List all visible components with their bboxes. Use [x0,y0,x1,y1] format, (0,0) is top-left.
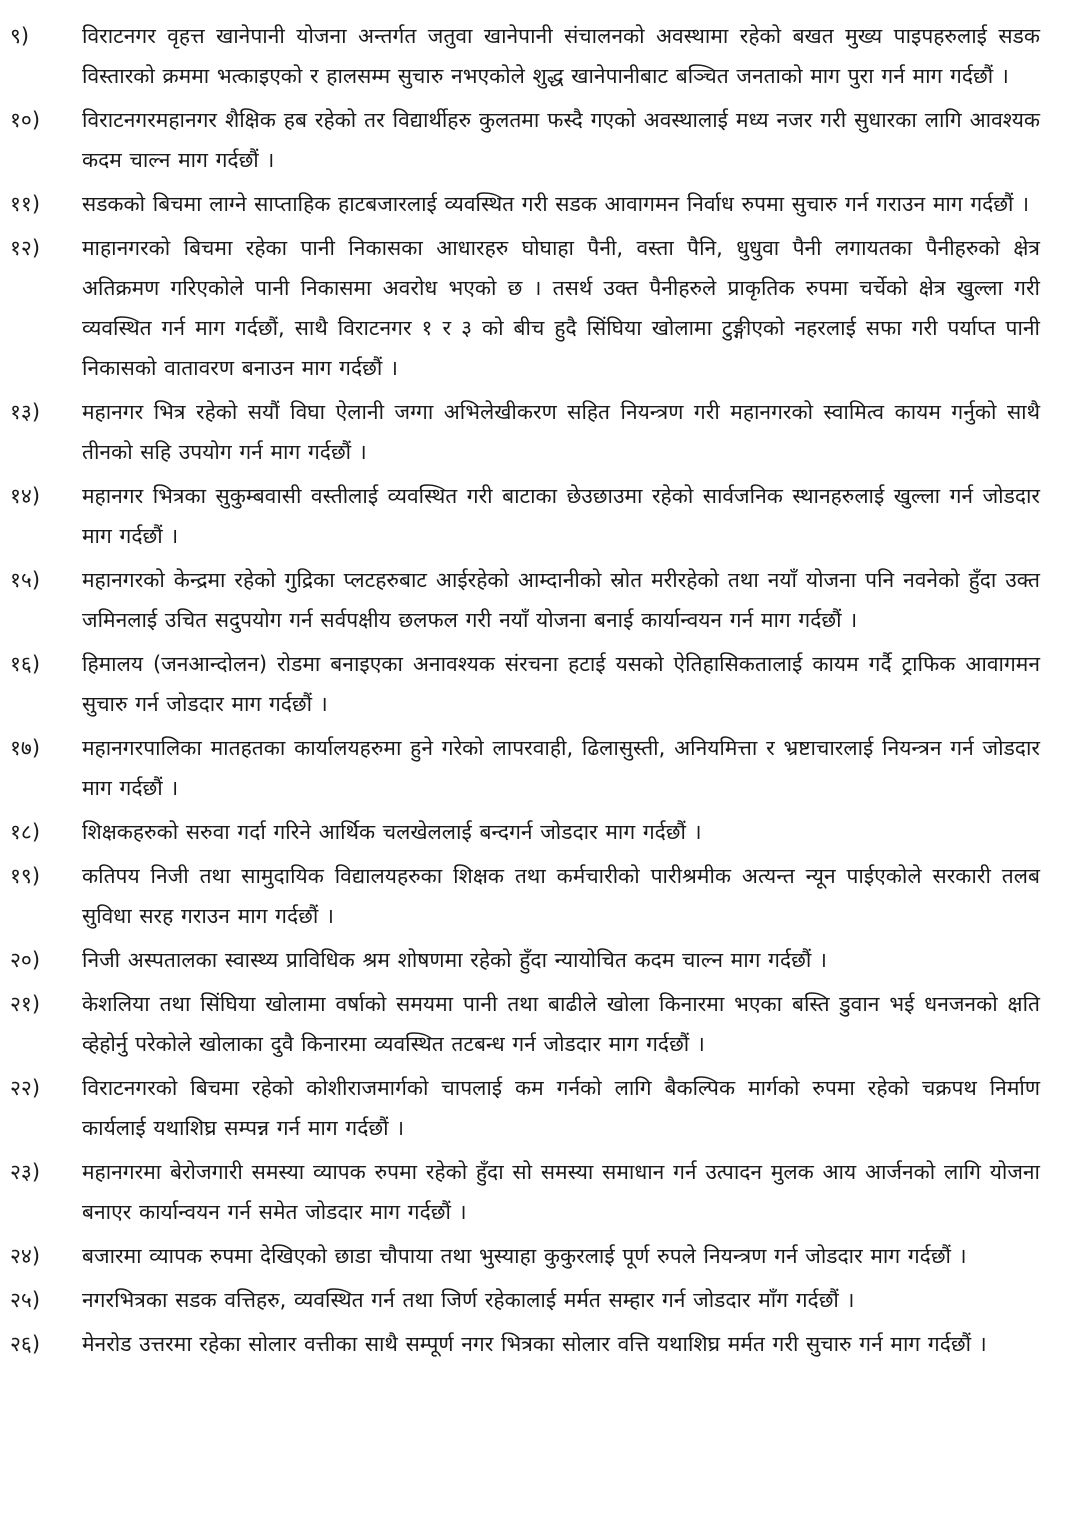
list-item [10,728,1040,808]
list-item [10,1280,1040,1320]
item-number: १०) [10,108,41,132]
item-text: विराटनगरमहानगर शैक्षिक हब रहेको तर विद्यार्थीहरु कुलतमा फस्दै गएको अवस्थालाई मध्य नजर गरी सुधारका लागि आवश्यक कदम चाल्न माग गर्दछौं । [82,108,1040,172]
item-text: विराटनगरको बिचमा रहेको कोशीराजमार्गको चापलाई कम गर्नको लागि बैकल्पिक मार्गको रुपमा रहेको चक्रपथ निर्माण कार्यलाई यथाशिघ्र सम्पन्न गर्न माग गर्दछौं । [82,1076,1040,1140]
item-text: महानगरमा बेरोजगारी समस्या व्यापक रुपमा रहेको हुँदा सो समस्या समाधान गर्न उत्पादन मुलक आय आर्जनको लागि योजना बनाएर कार्यान्वयन गर्न समेत जोडदार माग गर्दछौं । [82,1160,1040,1224]
list-item [10,1068,1040,1148]
item-text: महानगरको केन्द्रमा रहेको गुद्रिका प्लटहरुबाट आईरहेको आम्दानीको स्रोत मरीरहेको तथा नयाँ योजना पनि नवनेको हुँदा उक्त जमिनलाई उचित सदुपयोग गर्न सर्वपक्षीय छलफल गरी नयाँ योजना बनाई कार्यान्वयन गर्न माग गर्दछौं । [82,568,1040,632]
list-item [10,228,1040,388]
list-item [10,476,1040,556]
list-item [10,1324,1040,1364]
item-number: २२) [10,1076,41,1100]
list-item [10,392,1040,472]
item-number: २०) [10,948,41,972]
list-item [10,940,1040,980]
item-text: मेनरोड उत्तरमा रहेका सोलार वत्तीका साथै सम्पूर्ण नगर भित्रका सोलार वत्ति यथाशिघ्र मर्मत गरी सुचारु गर्न माग गर्दछौं । [82,1332,987,1356]
item-number: २३) [10,1160,41,1184]
list-item [10,1236,1040,1276]
item-text: महानगर भित्रका सुकुम्बवासी वस्तीलाई व्यवस्थित गरी बाटाका छेउछाउमा रहेको सार्वजनिक स्थानहरुलाई खुल्ला गर्न जोडदार माग गर्दछौं । [82,484,1040,548]
item-text: हिमालय (जनआन्दोलन) रोडमा बनाइएका अनावश्यक संरचना हटाई यसको ऐतिहासिकतालाई कायम गर्दै ट्राफिक आवागमन सुचारु गर्न जोडदार माग गर्दछौं । [82,652,1040,716]
item-number: ९) [10,24,30,48]
item-text: महानगरपालिका मातहतका कार्यालयहरुमा हुने गरेको लापरवाही, ढिलासुस्ती, अनियमित्ता र भ्रष्टाचारलाई नियन्त्रन गर्न जोडदार माग गर्दछौं । [82,736,1040,800]
item-number: ११) [10,192,41,216]
item-number: २५) [10,1288,41,1312]
item-number: २६) [10,1332,41,1356]
list-item [10,560,1040,640]
item-text: केशलिया तथा सिंघिया खोलामा वर्षाको समयमा पानी तथा बाढीले खोला किनारमा भएका बस्ति डुवान भई धनजनको क्षति व्हेहोर्नु परेकोले खोलाका दुवै किनारमा व्यवस्थित तटबन्ध गर्न जोडदार माग गर्दछौं । [82,992,1040,1056]
item-number: १२) [10,236,41,260]
item-text: महानगर भित्र रहेको सयौं विघा ऐलानी जग्गा अभिलेखीकरण सहित नियन्त्रण गरी महानगरको स्वामित्व कायम गर्नुको साथै तीनको सहि उपयोग गर्न माग गर्दछौं । [82,400,1040,464]
list-item [10,100,1040,180]
list-item [10,16,1040,96]
list-item [10,184,1040,224]
item-text: बजारमा व्यापक रुपमा देखिएको छाडा चौपाया तथा भुस्याहा कुकुरलाई पूर्ण रुपले नियन्त्रण गर्न जोडदार माग गर्दछौं । [82,1244,967,1268]
item-text: माहानगरको बिचमा रहेका पानी निकासका आधारहरु घोघाहा पैनी, वस्ता पैनि, धुधुवा पैनी लगायतका पैनीहरुको क्षेत्र अतिक्रमण गरिएकोले पानी निकासमा अवरोध भएको छ । तसर्थ उक्त पैनीहरुले प्राकृतिक रुपमा चर्चेको क्षेत्र खुल्ला गरी व्यवस्थित गर्न माग गर्दछौं, साथै विराटनगर १ र ३ को बीच हुदै सिंघिया खोलामा टुङ्गीएको नहरलाई सफा गरी पर्याप्त पानी निकासको वातावरण बनाउन माग गर्दछौं । [82,236,1040,380]
item-number: १६) [10,652,41,676]
item-number: १५) [10,568,41,592]
list-item [10,644,1040,724]
item-text: शिक्षकहरुको सरुवा गर्दा गरिने आर्थिक चलखेललाई बन्दगर्न जोडदार माग गर्दछौं । [82,820,702,844]
item-number: १९) [10,864,41,888]
list-item [10,1152,1040,1232]
list-item [10,812,1040,852]
list-item [10,984,1040,1064]
item-number: १४) [10,484,41,508]
item-text: सडकको बिचमा लाग्ने साप्ताहिक हाटबजारलाई व्यवस्थित गरी सडक आवागमन निर्वाध रुपमा सुचारु गर्न गराउन माग गर्दछौं । [82,192,1030,216]
item-number: २१) [10,992,41,1016]
item-number: २४) [10,1244,41,1268]
list-item [10,856,1040,936]
item-text: कतिपय निजी तथा सामुदायिक विद्यालयहरुका शिक्षक तथा कर्मचारीको पारीश्रमीक अत्यन्त न्यून पाईएकोले सरकारी तलब सुविधा सरह गराउन माग गर्दछौं । [82,864,1040,928]
item-number: १८) [10,820,41,844]
item-text: निजी अस्पतालका स्वास्थ्य प्राविधिक श्रम शोषणमा रहेको हुँदा न्यायोचित कदम चाल्न माग गर्दछौं । [82,948,827,972]
item-text: विराटनगर वृहत्त खानेपानी योजना अन्तर्गत जतुवा खानेपानी संचालनको अवस्थामा रहेको बखत मुख्य पाइपहरुलाई सडक विस्तारको क्रममा भत्काइएको र हालसम्म सुचारु नभएकोले शुद्ध खानेपानीबाट बञ्चित जनताको माग पुरा गर्न माग गर्दछौं । [82,24,1040,88]
item-number: १७) [10,736,41,760]
item-text: नगरभित्रका सडक वत्तिहरु, व्यवस्थित गर्न तथा जिर्ण रहेकालाई मर्मत सम्हार गर्न जोडदार माँग गर्दछौं । [82,1288,855,1312]
item-number: १३) [10,400,41,424]
